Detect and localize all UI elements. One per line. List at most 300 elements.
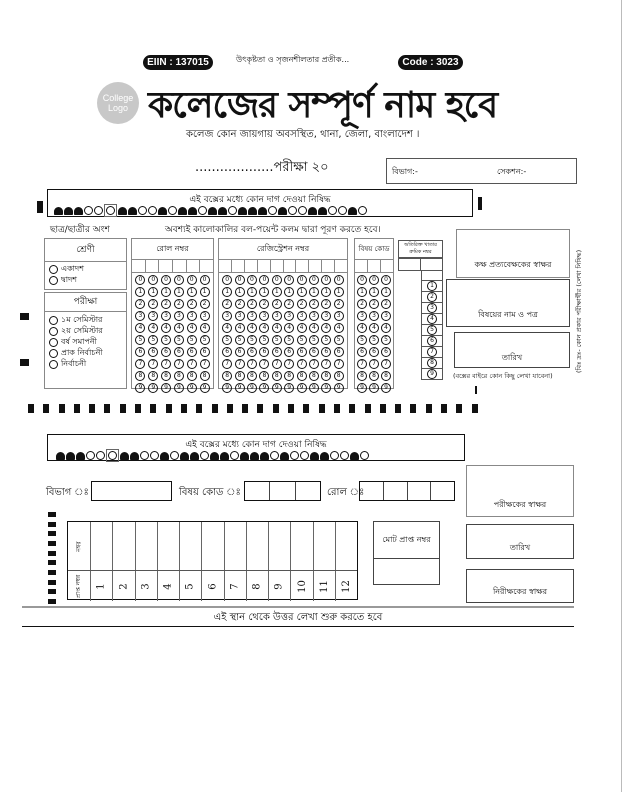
digit-bubble[interactable]: 7 [321, 359, 331, 369]
digit-bubble: 8 [427, 358, 437, 368]
digit-bubble[interactable]: 0 [187, 275, 197, 285]
digit-bubble[interactable]: 3 [247, 311, 257, 321]
entry-cell[interactable] [200, 260, 213, 272]
filled-mark-icon [190, 452, 199, 460]
digit-bubble[interactable]: 7 [200, 359, 210, 369]
digit-bubble[interactable]: 0 [272, 275, 282, 285]
digit-bubble[interactable]: 9 [161, 383, 171, 393]
digit-bubble[interactable]: 7 [259, 359, 269, 369]
digit-bubble[interactable]: 4 [321, 323, 331, 333]
digit-bubble[interactable]: 8 [369, 371, 379, 381]
extra-sheet-cell[interactable] [421, 347, 443, 358]
digit-bubble[interactable]: 4 [135, 323, 145, 333]
digit-bubble[interactable]: 1 [334, 287, 344, 297]
digit-bubble[interactable]: 9 [247, 383, 257, 393]
digit-bubble[interactable]: 0 [222, 275, 232, 285]
digit-bubble[interactable]: 7 [369, 359, 379, 369]
entry-cell[interactable] [146, 260, 160, 272]
entry-cell[interactable] [322, 260, 335, 272]
digit-bubble[interactable]: 7 [247, 359, 257, 369]
digit-bubble[interactable]: 6 [284, 347, 294, 357]
marks-table [67, 521, 358, 600]
digit-bubble[interactable]: 9 [284, 383, 294, 393]
digit-bubble[interactable]: 5 [222, 335, 232, 345]
digit-bubble[interactable]: 2 [200, 299, 210, 309]
digit-bubble[interactable]: 1 [284, 287, 294, 297]
digit-bubble[interactable]: 2 [369, 299, 379, 309]
marks-cell[interactable] [314, 522, 336, 570]
digit-bubble[interactable]: 3 [174, 311, 184, 321]
extra-sheet-cell[interactable] [421, 292, 443, 303]
digit-bubble[interactable]: 1 [381, 287, 391, 297]
digit-bubble[interactable]: 2 [174, 299, 184, 309]
digit-bubble[interactable]: 6 [161, 347, 171, 357]
digit-bubble[interactable]: 0 [235, 275, 245, 285]
digit-bubble[interactable]: 3 [135, 311, 145, 321]
digit-bubble[interactable]: 8 [259, 371, 269, 381]
digit-bubble[interactable]: 9 [321, 383, 331, 393]
digit-bubble[interactable]: 4 [297, 323, 307, 333]
digit-bubble[interactable]: 1 [259, 287, 269, 297]
extra-sheet-cell[interactable] [421, 358, 443, 369]
timing-mark [48, 560, 56, 565]
digit-bubble[interactable]: 8 [187, 371, 197, 381]
digit-bubble: 3 [427, 303, 437, 313]
digit-bubble[interactable]: 5 [321, 335, 331, 345]
label-cell [68, 571, 91, 601]
digit-bubble[interactable]: 0 [297, 275, 307, 285]
digit-bubble[interactable]: 9 [187, 383, 197, 393]
digit-bubble[interactable]: 3 [381, 311, 391, 321]
digit-bubble[interactable]: 3 [187, 311, 197, 321]
entry-cell[interactable] [309, 260, 322, 272]
digit-bubble[interactable]: 3 [297, 311, 307, 321]
digit-bubble[interactable]: 5 [259, 335, 269, 345]
class-option[interactable] [49, 264, 122, 275]
digit-bubble[interactable]: 6 [297, 347, 307, 357]
radio-icon [49, 276, 58, 285]
digit-bubble[interactable]: 6 [259, 347, 269, 357]
digit-bubble[interactable]: 1 [135, 287, 145, 297]
digit-bubble[interactable]: 3 [272, 311, 282, 321]
registration-entry-cells[interactable] [219, 260, 347, 273]
digit-bubble[interactable]: 3 [222, 311, 232, 321]
subject-code-entry-cells[interactable] [355, 260, 393, 273]
digit-bubble[interactable]: 8 [334, 371, 344, 381]
timing-mark [74, 404, 80, 413]
extra-sheet-entry[interactable] [398, 258, 443, 271]
digit-bubble[interactable]: 6 [381, 347, 391, 357]
digit-bubble[interactable]: 2 [135, 299, 145, 309]
digit-bubble[interactable]: 0 [148, 275, 158, 285]
dashed-separator [28, 404, 478, 413]
extra-sheet-cell[interactable] [421, 336, 443, 347]
vertical-note: (বিঃ দ্রঃ- কোন প্রকার পরীক্ষার্থীর (লেখা নিষিদ্ধ) [575, 249, 583, 373]
digit-bubble[interactable]: 3 [309, 311, 319, 321]
digit-bubble[interactable]: 1 [272, 287, 282, 297]
digit-bubble[interactable]: 1 [161, 287, 171, 297]
digit-bubble[interactable]: 0 [334, 275, 344, 285]
digit-bubble[interactable]: 4 [334, 323, 344, 333]
bubble-column [272, 275, 282, 395]
digit-bubble[interactable]: 7 [272, 359, 282, 369]
digit-bubble[interactable]: 8 [357, 371, 367, 381]
timing-mark [37, 201, 43, 213]
digit-bubble[interactable]: 9 [309, 383, 319, 393]
digit-bubble[interactable]: 3 [148, 311, 158, 321]
digit-bubble[interactable]: 1 [297, 287, 307, 297]
digit-bubble[interactable]: 6 [321, 347, 331, 357]
marks-cell[interactable] [247, 522, 269, 570]
radio-icon [49, 327, 58, 336]
digit-bubble[interactable]: 8 [321, 371, 331, 381]
digit-bubble[interactable]: 5 [135, 335, 145, 345]
digit-bubble[interactable]: 8 [161, 371, 171, 381]
digit-bubble[interactable]: 4 [235, 323, 245, 333]
entry-cell[interactable] [368, 260, 381, 272]
digit-bubble[interactable]: 2 [235, 299, 245, 309]
digit-bubble[interactable]: 1 [174, 287, 184, 297]
entry-cell[interactable] [159, 260, 173, 272]
digit-bubble[interactable]: 9 [334, 383, 344, 393]
digit-bubble[interactable]: 4 [200, 323, 210, 333]
entry-cell[interactable] [258, 260, 271, 272]
digit-bubble[interactable]: 6 [309, 347, 319, 357]
digit-bubble[interactable]: 7 [357, 359, 367, 369]
digit-bubble[interactable]: 8 [200, 371, 210, 381]
exam-option[interactable] [49, 359, 122, 370]
entry-cell[interactable] [187, 260, 201, 272]
digit-bubble[interactable]: 7 [135, 359, 145, 369]
digit-bubble[interactable]: 3 [161, 311, 171, 321]
digit-bubble[interactable]: 2 [357, 299, 367, 309]
digit-bubble[interactable]: 2 [272, 299, 282, 309]
digit-bubble[interactable]: 6 [369, 347, 379, 357]
digit-bubble[interactable]: 8 [174, 371, 184, 381]
empty-circle-icon [360, 451, 369, 460]
timing-mark [59, 404, 65, 413]
digit-bubble[interactable]: 4 [381, 323, 391, 333]
marks-cell[interactable] [158, 522, 180, 570]
bubble-column [259, 275, 269, 395]
digit-bubble[interactable]: 0 [284, 275, 294, 285]
digit-bubble[interactable]: 4 [247, 323, 257, 333]
extra-sheet-cell[interactable] [421, 325, 443, 336]
digit-bubble[interactable]: 4 [357, 323, 367, 333]
marks-cell[interactable] [269, 522, 291, 570]
question-number-cell [180, 571, 202, 601]
digit-bubble[interactable]: 4 [174, 323, 184, 333]
digit-bubble[interactable]: 7 [187, 359, 197, 369]
digit-bubble[interactable]: 3 [284, 311, 294, 321]
digit-bubble[interactable]: 0 [135, 275, 145, 285]
digit-bubble[interactable]: 5 [309, 335, 319, 345]
digit-bubble[interactable]: 8 [284, 371, 294, 381]
pen-instruction: অবশ্যই কালোকালির বল-পয়েন্ট কলম দ্বারা পূরণ করতে হবে। [165, 225, 381, 235]
extra-sheet-bubbles [421, 281, 443, 380]
digit-bubble: 9 [427, 369, 437, 379]
digit-bubble[interactable]: 9 [297, 383, 307, 393]
extra-sheet-cell[interactable] [421, 281, 443, 292]
timing-mark [48, 551, 56, 556]
digit-bubble[interactable]: 4 [161, 323, 171, 333]
digit-bubble[interactable]: 0 [174, 275, 184, 285]
entry-cell[interactable] [355, 260, 368, 272]
digit-bubble[interactable]: 7 [235, 359, 245, 369]
digit-bubble[interactable]: 2 [284, 299, 294, 309]
digit-bubble[interactable]: 2 [161, 299, 171, 309]
digit-bubble[interactable]: 8 [247, 371, 257, 381]
digit-bubble[interactable]: 0 [309, 275, 319, 285]
digit-bubble[interactable]: 5 [381, 335, 391, 345]
digit-bubble[interactable]: 2 [148, 299, 158, 309]
entry-cell[interactable] [132, 260, 146, 272]
digit-bubble[interactable]: 0 [200, 275, 210, 285]
entry-cell[interactable] [381, 260, 393, 272]
digit-bubble[interactable]: 0 [381, 275, 391, 285]
digit-bubble[interactable]: 6 [222, 347, 232, 357]
digit-bubble[interactable]: 6 [200, 347, 210, 357]
extra-sheet-cell[interactable] [421, 303, 443, 314]
digit-bubble[interactable]: 6 [187, 347, 197, 357]
digit-bubble[interactable]: 0 [259, 275, 269, 285]
digit-bubble[interactable]: 8 [297, 371, 307, 381]
marks-cell[interactable] [91, 522, 113, 570]
filled-mark-icon [250, 452, 259, 460]
digit-bubble[interactable]: 4 [259, 323, 269, 333]
digit-bubble[interactable]: 3 [321, 311, 331, 321]
digit-bubble[interactable]: 5 [334, 335, 344, 345]
digit-bubble[interactable]: 6 [272, 347, 282, 357]
empty-circle-icon [86, 451, 95, 460]
digit-bubble[interactable]: 1 [369, 287, 379, 297]
row-label: নম্বর [75, 540, 83, 552]
marks-cell[interactable] [202, 522, 224, 570]
digit-bubble[interactable]: 4 [148, 323, 158, 333]
digit-bubble[interactable]: 8 [309, 371, 319, 381]
digit-bubble[interactable]: 8 [381, 371, 391, 381]
digit-bubble[interactable]: 5 [247, 335, 257, 345]
digit-bubble[interactable]: 6 [334, 347, 344, 357]
digit-bubble[interactable]: 9 [222, 383, 232, 393]
digit-bubble[interactable]: 1 [200, 287, 210, 297]
student-part-label: ছাত্র/ছাত্রীর অংশ [50, 225, 110, 235]
digit-bubble[interactable]: 2 [187, 299, 197, 309]
filled-mark-icon [74, 207, 83, 215]
digit-bubble[interactable]: 1 [148, 287, 158, 297]
digit-bubble[interactable]: 4 [309, 323, 319, 333]
entry-cell[interactable] [173, 260, 187, 272]
digit-bubble[interactable]: 7 [297, 359, 307, 369]
digit-bubble[interactable]: 1 [222, 287, 232, 297]
digit-bubble[interactable]: 4 [222, 323, 232, 333]
filled-mark-icon [278, 207, 287, 215]
digit-bubble[interactable]: 5 [357, 335, 367, 345]
digit-bubble[interactable]: 5 [297, 335, 307, 345]
question-number: 1 [96, 582, 108, 590]
boxed-circle-icon [104, 204, 117, 217]
digit-bubble[interactable]: 9 [381, 383, 391, 393]
digit-bubble[interactable]: 5 [174, 335, 184, 345]
question-number: 4 [162, 582, 174, 590]
digit-bubble[interactable]: 7 [334, 359, 344, 369]
digit-bubble[interactable]: 2 [297, 299, 307, 309]
digit-bubble[interactable]: 9 [135, 383, 145, 393]
timing-mark [89, 404, 95, 413]
digit-bubble[interactable]: 8 [272, 371, 282, 381]
digit-bubble[interactable]: 0 [357, 275, 367, 285]
bubble-column [334, 275, 344, 395]
digit-bubble[interactable]: 9 [272, 383, 282, 393]
digit-bubble[interactable]: 3 [200, 311, 210, 321]
radio-icon [49, 316, 58, 325]
question-number-cell [336, 571, 357, 601]
digit-bubble[interactable]: 9 [174, 383, 184, 393]
digit-bubble[interactable]: 8 [135, 371, 145, 381]
examiner-date-box[interactable] [466, 524, 574, 559]
filled-mark-icon [180, 452, 189, 460]
timing-mark [410, 404, 416, 413]
marks-cell[interactable] [180, 522, 202, 570]
entry-cell[interactable] [245, 260, 258, 272]
marks-cell[interactable] [113, 522, 135, 570]
digit-bubble[interactable]: 6 [148, 347, 158, 357]
extra-sheet-cell[interactable] [421, 369, 443, 380]
timing-mark [365, 404, 371, 413]
entry-cell[interactable] [284, 260, 297, 272]
digit-bubble[interactable]: 6 [135, 347, 145, 357]
digit-bubble[interactable]: 6 [247, 347, 257, 357]
digit-bubble[interactable]: 7 [148, 359, 158, 369]
digit-bubble[interactable]: 5 [369, 335, 379, 345]
timing-mark [441, 404, 447, 413]
digit-bubble[interactable]: 4 [272, 323, 282, 333]
class-option[interactable] [49, 275, 122, 286]
bubble-column [357, 275, 367, 395]
digit-bubble[interactable]: 9 [200, 383, 210, 393]
digit-bubble[interactable]: 5 [148, 335, 158, 345]
digit-bubble[interactable]: 1 [187, 287, 197, 297]
digit-bubble[interactable]: 2 [309, 299, 319, 309]
digit-bubble[interactable]: 4 [187, 323, 197, 333]
digit-bubble[interactable]: 7 [284, 359, 294, 369]
date-box[interactable] [454, 332, 570, 368]
digit-bubble: 2 [427, 292, 437, 302]
marks-cell[interactable] [291, 522, 313, 570]
digit-bubble[interactable]: 1 [321, 287, 331, 297]
digit-bubble[interactable]: 1 [247, 287, 257, 297]
marks-cell[interactable] [225, 522, 247, 570]
digit-bubble[interactable]: 2 [334, 299, 344, 309]
entry-cell[interactable] [296, 260, 309, 272]
digit-bubble[interactable]: 5 [284, 335, 294, 345]
department-field[interactable] [91, 481, 172, 501]
marks-cell[interactable] [136, 522, 158, 570]
digit-bubble[interactable]: 2 [222, 299, 232, 309]
question-number: 6 [207, 582, 219, 590]
entry-cell[interactable] [219, 260, 232, 272]
digit-bubble[interactable]: 3 [334, 311, 344, 321]
roll-entry-cells[interactable] [132, 260, 213, 273]
digit-bubble[interactable]: 7 [381, 359, 391, 369]
digit-bubble[interactable]: 2 [321, 299, 331, 309]
digit-bubble[interactable]: 6 [357, 347, 367, 357]
digit-bubble[interactable]: 4 [284, 323, 294, 333]
digit-bubble[interactable]: 9 [148, 383, 158, 393]
digit-bubble[interactable]: 8 [235, 371, 245, 381]
digit-bubble[interactable]: 5 [187, 335, 197, 345]
digit-bubble[interactable]: 9 [369, 383, 379, 393]
digit-bubble[interactable]: 7 [161, 359, 171, 369]
digit-bubble[interactable]: 1 [235, 287, 245, 297]
digit-bubble[interactable]: 6 [174, 347, 184, 357]
digit-bubble[interactable]: 4 [369, 323, 379, 333]
entry-cell[interactable] [335, 260, 347, 272]
digit-bubble[interactable]: 9 [259, 383, 269, 393]
digit-bubble[interactable]: 2 [247, 299, 257, 309]
roll-field[interactable] [359, 481, 455, 501]
empty-circle-icon [298, 206, 307, 215]
marks-cell[interactable] [336, 522, 357, 570]
empty-circle-icon [328, 206, 337, 215]
subject-code-field[interactable] [244, 481, 321, 501]
digit-bubble[interactable]: 5 [200, 335, 210, 345]
digit-bubble[interactable]: 9 [235, 383, 245, 393]
digit-bubble[interactable]: 6 [235, 347, 245, 357]
department-section-box [386, 158, 577, 184]
digit-bubble[interactable]: 8 [222, 371, 232, 381]
digit-bubble[interactable]: 7 [222, 359, 232, 369]
digit-bubble[interactable]: 3 [259, 311, 269, 321]
digit-bubble[interactable]: 3 [235, 311, 245, 321]
digit-bubble[interactable]: 2 [381, 299, 391, 309]
entry-cell[interactable] [271, 260, 284, 272]
exam-box-title: পরীক্ষা [45, 293, 126, 312]
entry-cell[interactable] [232, 260, 245, 272]
digit-bubble[interactable]: 2 [259, 299, 269, 309]
digit-bubble[interactable]: 0 [247, 275, 257, 285]
filled-mark-icon [76, 452, 85, 460]
filled-mark-icon [66, 452, 75, 460]
digit-bubble[interactable]: 3 [369, 311, 379, 321]
question-number-cell [269, 571, 291, 601]
digit-bubble[interactable]: 7 [174, 359, 184, 369]
digit-bubble[interactable]: 5 [235, 335, 245, 345]
subject-name-box[interactable] [446, 279, 570, 327]
empty-circle-icon [200, 451, 209, 460]
digit-bubble[interactable]: 9 [357, 383, 367, 393]
bubble-pattern [54, 204, 367, 217]
divider-top [22, 606, 574, 608]
digit-bubble[interactable]: 3 [357, 311, 367, 321]
empty-circle-icon [168, 206, 177, 215]
digit-bubble[interactable]: 7 [309, 359, 319, 369]
digit-bubble[interactable]: 0 [369, 275, 379, 285]
roll-field-label: রোল ঃ [327, 487, 365, 498]
extra-sheet-cell[interactable] [421, 314, 443, 325]
filled-mark-icon [130, 452, 139, 460]
digit-bubble[interactable]: 8 [148, 371, 158, 381]
digit-bubble[interactable]: 0 [161, 275, 171, 285]
digit-bubble[interactable]: 0 [321, 275, 331, 285]
digit-bubble[interactable]: 5 [272, 335, 282, 345]
timing-mark [334, 404, 340, 413]
digit-bubble[interactable]: 1 [357, 287, 367, 297]
examiner-signature-box [466, 465, 574, 517]
bubble-column [321, 275, 331, 395]
digit-bubble[interactable]: 5 [161, 335, 171, 345]
digit-bubble[interactable]: 1 [309, 287, 319, 297]
